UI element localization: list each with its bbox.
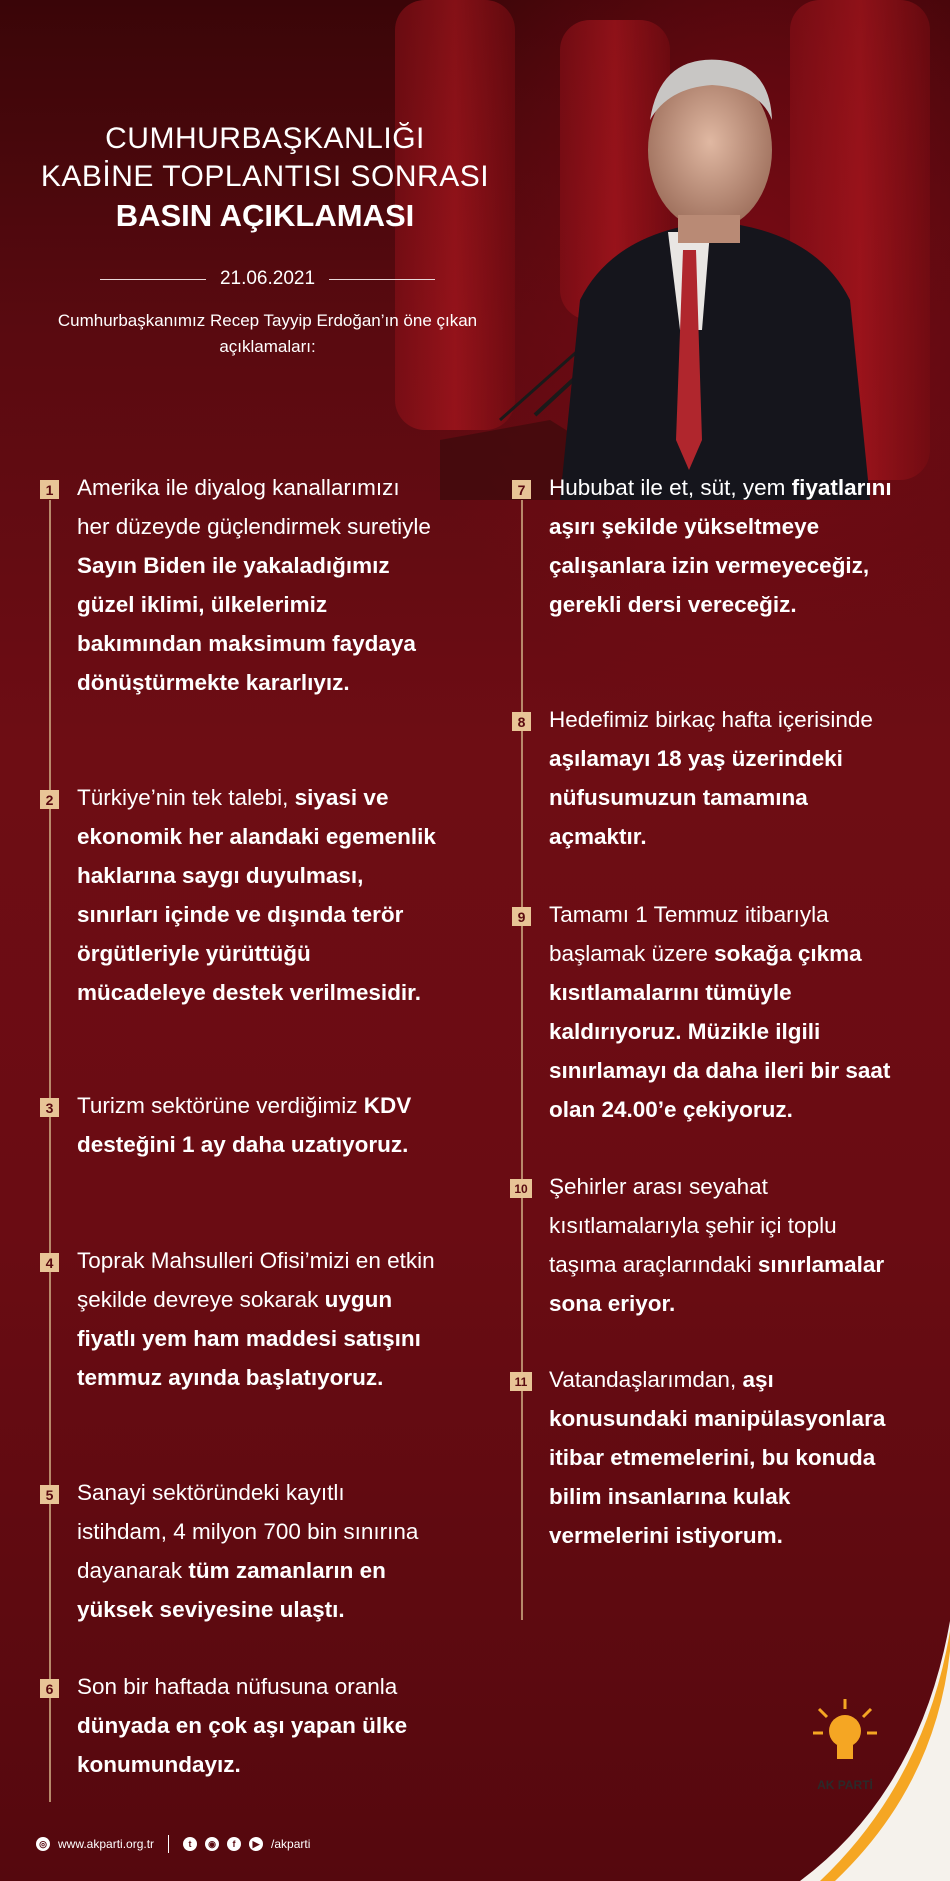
statement-bold-text: aşı konusundaki manipülasyonlara itibar etmemelerini, bu konuda bilim insanlarına kulak vermelerini istiyorum. bbox=[549, 1367, 886, 1548]
facebook-icon[interactable]: f bbox=[227, 1837, 241, 1851]
statement-item bbox=[549, 895, 904, 1129]
statement-bold-text: KDV desteğini 1 ay daha uzatıyoruz. bbox=[77, 1093, 412, 1157]
instagram-icon[interactable]: ◉ bbox=[205, 1837, 219, 1851]
statement-item bbox=[77, 468, 437, 702]
title-line-3: BASIN AÇIKLAMASI bbox=[115, 198, 415, 233]
date-row bbox=[100, 264, 435, 294]
statement-plain-text: Hedefimiz birkaç hafta içerisinde bbox=[549, 707, 873, 732]
statement-bold-text: dünyada en çok aşı yapan ülke konumundayız. bbox=[77, 1713, 408, 1777]
timeline-line-right bbox=[521, 500, 523, 1620]
item-number-badge: 2 bbox=[40, 790, 59, 809]
statement-bold-text: fiyatlarını aşırı şekilde yükseltmeye çalışanlara izin vermeyeceğiz, gerekli dersi vereceğiz. bbox=[549, 475, 892, 617]
statement-plain-text: Hububat ile et, süt, yem bbox=[549, 475, 786, 500]
statement-bold-text: aşılamayı 18 yaş üzerindeki nüfusumuzun tamamına açmaktır. bbox=[549, 746, 843, 849]
statement-plain-text: Turizm sektörüne verdiğimiz bbox=[77, 1093, 358, 1118]
statement-item bbox=[77, 778, 437, 1012]
item-number-badge: 11 bbox=[510, 1372, 532, 1391]
youtube-icon[interactable]: ▶ bbox=[249, 1837, 263, 1851]
social-handle[interactable]: /akparti bbox=[271, 1837, 311, 1851]
divider bbox=[100, 279, 206, 280]
intro-text: Cumhurbaşkanımız Recep Tayyip Erdoğan’ın öne çıkan açıklamaları: bbox=[57, 311, 478, 356]
statement-bold-text: siyasi ve ekonomik her alandaki egemenlik haklarına saygı duyulması, sınırları içinde ve dışında terör örgütleriyle yürüttüğü mücadeleye destek verilmesidir. bbox=[77, 785, 436, 1005]
light-bulb-icon bbox=[813, 1699, 877, 1759]
timeline-line-left bbox=[49, 500, 51, 1802]
statement-plain-text: Son bir haftada nüfusuna oranla bbox=[77, 1674, 398, 1699]
item-number-badge: 7 bbox=[512, 480, 531, 499]
statement-item bbox=[77, 1086, 437, 1164]
portrait-photo bbox=[440, 0, 870, 500]
statement-plain-text: Türkiye’nin tek talebi, bbox=[77, 785, 289, 810]
twitter-icon[interactable]: t bbox=[183, 1837, 197, 1851]
statement-item bbox=[549, 1167, 904, 1323]
item-number-badge: 8 bbox=[512, 712, 531, 731]
item-number-badge: 1 bbox=[40, 480, 59, 499]
item-number-badge: 9 bbox=[512, 907, 531, 926]
statement-bold-text: Sayın Biden ile yakaladığımız güzel iklimi, ülkelerimiz bakımından maksimum faydaya dönüştürmekte kararlıyız. bbox=[77, 553, 416, 695]
logo-text: AK PARTİ bbox=[817, 1778, 873, 1792]
statement-item bbox=[549, 700, 904, 856]
statement-plain-text: Toprak Mahsulleri Ofisi’mizi en etkin şekilde devreye sokarak bbox=[77, 1248, 435, 1312]
globe-icon: ◎ bbox=[36, 1837, 50, 1851]
footer bbox=[36, 1835, 310, 1853]
statement-item bbox=[77, 1241, 437, 1397]
website-link[interactable]: www.akparti.org.tr bbox=[58, 1837, 155, 1851]
statement-plain-text: Amerika ile diyalog kanallarımızı her düzeyde güçlendirmek suretiyle bbox=[77, 475, 431, 539]
title-line-2: KABİNE TOPLANTISI SONRASI bbox=[40, 160, 490, 193]
statement-bold-text: tüm zamanların en yüksek seviyesine ulaştı. bbox=[77, 1558, 386, 1622]
statement-item bbox=[77, 1473, 437, 1629]
statement-bold-text: sınırlamalar sona eriyor. bbox=[549, 1252, 885, 1316]
item-number-badge: 5 bbox=[40, 1485, 59, 1504]
divider bbox=[168, 1835, 169, 1853]
title-line-1: CUMHURBAŞKANLIĞI bbox=[105, 122, 425, 155]
statement-item bbox=[77, 1667, 437, 1784]
date-label: 21.06.2021 bbox=[219, 268, 316, 289]
item-number-badge: 6 bbox=[40, 1679, 59, 1698]
statement-bold-text: uygun fiyatlı yem ham maddesi satışını temmuz ayında başlatıyoruz. bbox=[77, 1287, 421, 1390]
statement-plain-text: Sanayi sektöründeki kayıtlı istihdam, 4 milyon 700 bin sınırına dayanarak bbox=[77, 1480, 419, 1583]
item-number-badge: 3 bbox=[40, 1098, 59, 1117]
item-number-badge: 4 bbox=[40, 1253, 59, 1272]
ak-parti-logo-corner bbox=[720, 1621, 950, 1881]
statement-bold-text: sokağa çıkma kısıtlamalarını tümüyle kaldırıyoruz. Müzikle ilgili sınırlamayı da daha ileri bir saat olan 24.00’e çekiyoruz. bbox=[549, 941, 891, 1122]
statement-plain-text: Şehirler arası seyahat kısıtlamalarıyla şehir içi toplu taşıma araçlarındaki bbox=[549, 1174, 837, 1277]
item-number-badge: 10 bbox=[510, 1179, 532, 1198]
statement-plain-text: Tamamı 1 Temmuz itibarıyla başlamak üzere bbox=[549, 902, 829, 966]
divider bbox=[329, 279, 435, 280]
title-block bbox=[0, 120, 530, 236]
statement-item bbox=[549, 468, 904, 624]
statement-item bbox=[549, 1360, 904, 1555]
statement-plain-text: Vatandaşlarımdan, bbox=[549, 1367, 737, 1392]
